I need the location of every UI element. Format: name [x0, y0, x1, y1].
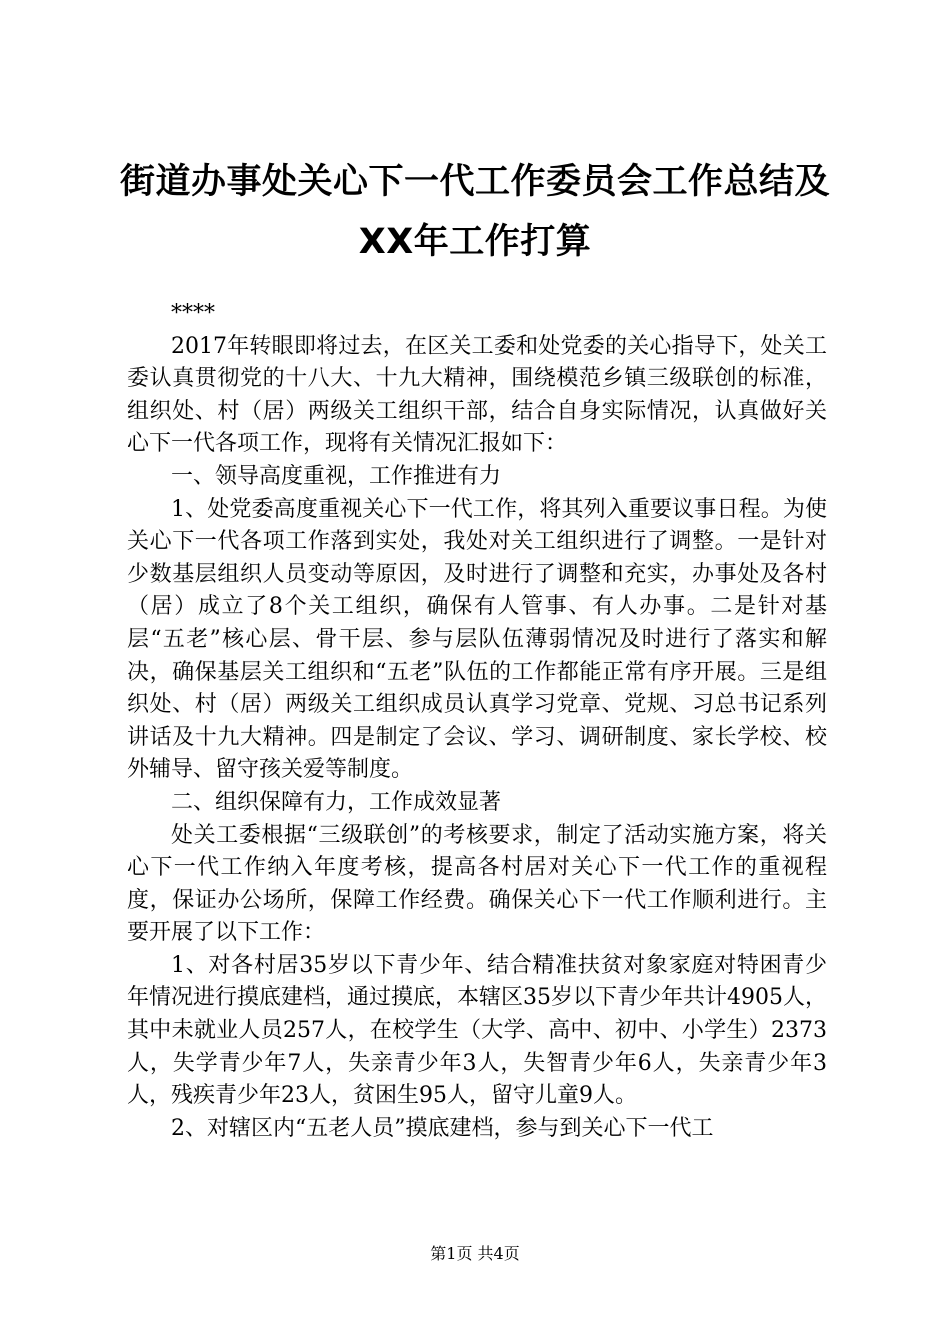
document-title-line-2: XX年工作打算	[358, 222, 592, 262]
paragraph-section-2-item-2: 2、对辖区内“五老人员”摸底建档，参与到关心下一代工	[171, 1115, 714, 1141]
paragraph-section-1-item-1: 1、处党委高度重视关心下一代工作，将其列入重要议事日程。为使关心下一代各项工作落到实处，我处对关工组织进行了调整。一是针对少数基层组织人员变动等原因，及时进行了调整和充实，办事处及各村（居）成立了8个关工组织，确保有人管事、有人办事。二是针对基层“五老”核心层、骨干层、参与层队伍薄弱情况及时进行了落实和解决，确保基层关工组织和“五老”队伍的工作都能正常有序开展。三是组织处、村（居）两级关工组织成员认真学习党章、党规、习总书记系列讲话及十九大精神。四是制定了会议、学习、调研制度、家长学校、校外辅导、留守孩关爱等制度。	[127, 496, 827, 783]
document-title-line-1: 街道办事处关心下一代工作委员会工作总结及	[119, 162, 830, 202]
paragraph-section-2-item-1: 1、对各村居35岁以下青少年、结合精准扶贫对象家庭对特困青少年情况进行摸底建档，通过摸底，本辖区35岁以下青少年共计4905人，其中未就业人员257人，在校学生（大学、高中、初中、小学生）2373人，失学青少年7人，失亲青少年3人，失智青少年6人，失亲青少年3人，残疾青少年23人，贫困生95人，留守儿童9人。	[127, 952, 827, 1109]
page-footer: 第1页 共4页	[430, 1244, 520, 1263]
section-heading-1: 一、领导高度重视，工作推进有力	[171, 463, 502, 489]
paragraph-section-2-intro: 处关工委根据“三级联创”的考核要求，制定了活动实施方案，将关心下一代工作纳入年度考核，提高各村居对关心下一代工作的重视程度，保证办公场所，保障工作经费。确保关心下一代工作顺利进行。主要开展了以下工作：	[127, 822, 827, 946]
document-body	[127, 298, 827, 1145]
section-heading-2: 二、组织保障有力，工作成效显著	[171, 789, 502, 815]
paragraph-intro: 2017年转眼即将过去，在区关工委和处党委的关心指导下，处关工委认真贯彻党的十八大、十九大精神，围绕模范乡镇三级联创的标准，组织处、村（居）两级关工组织干部，结合自身实际情况，认真做好关心下一代各项工作，现将有关情况汇报如下：	[127, 333, 827, 457]
author-line: ****	[171, 301, 215, 326]
